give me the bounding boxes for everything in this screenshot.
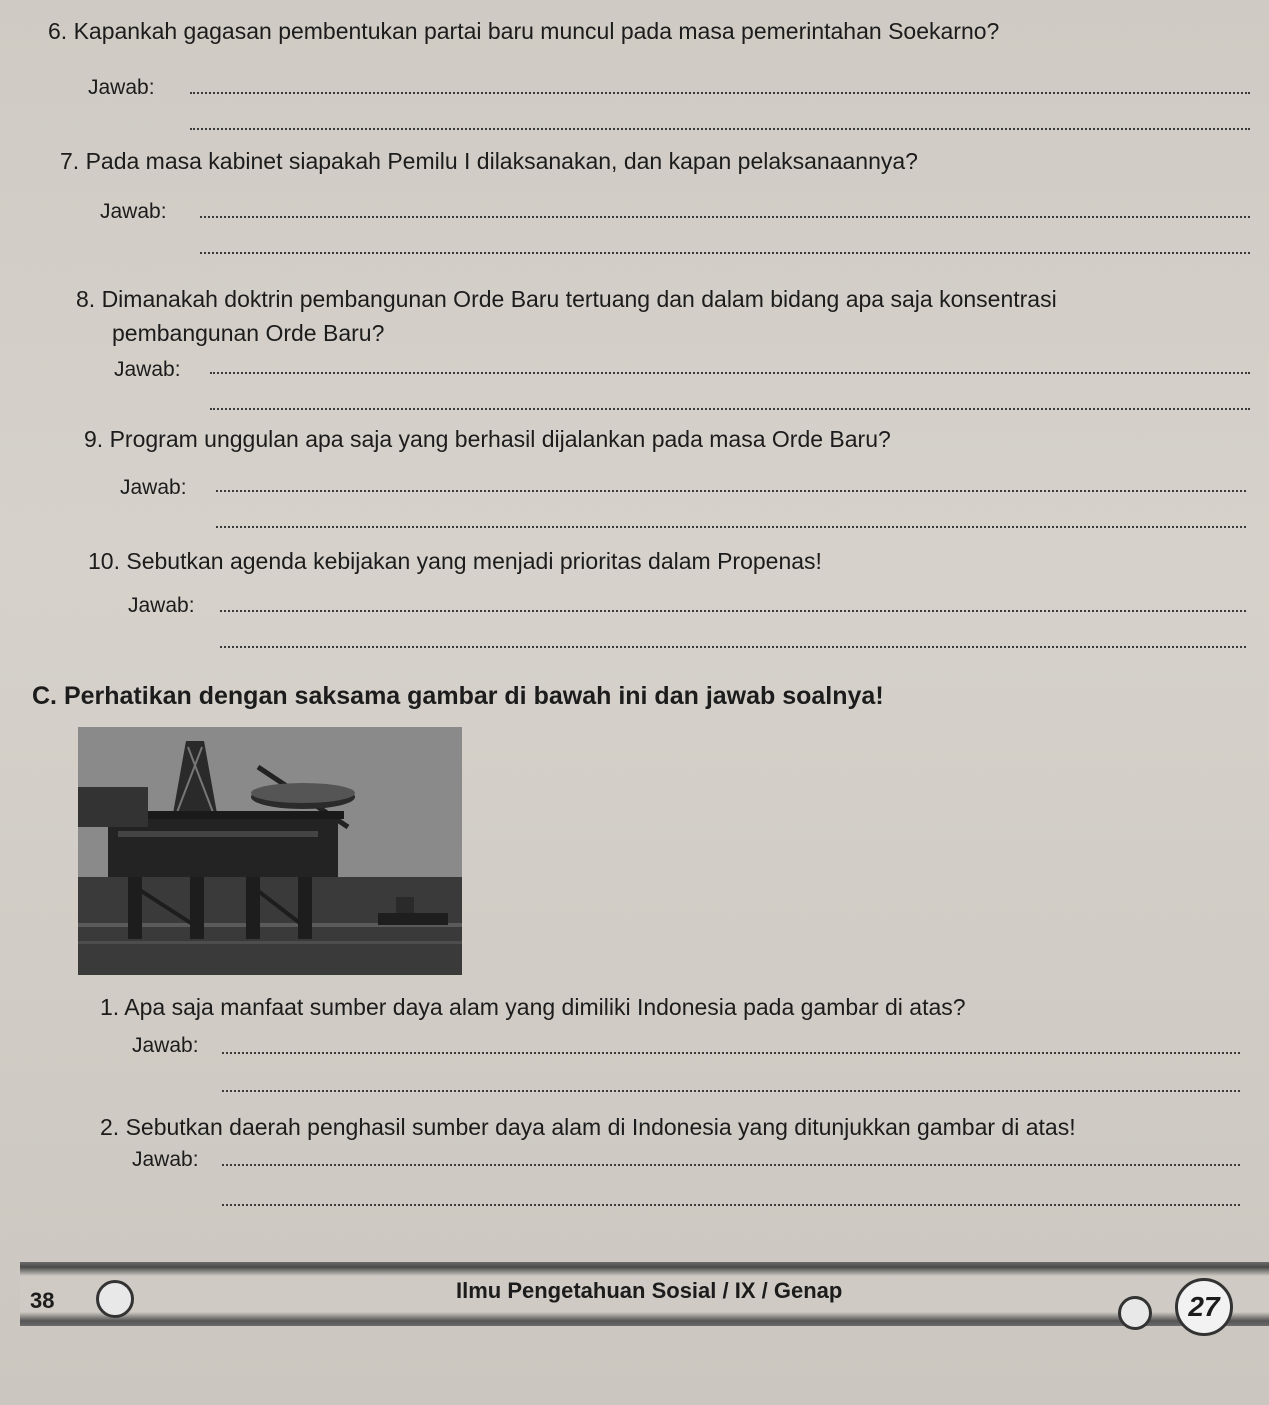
answer-line-c1a[interactable] <box>222 1052 1240 1054</box>
question-c1: 1. Apa saja manfaat sumber daya alam yang dimiliki Indonesia pada gambar di atas? <box>100 994 966 1020</box>
answer-line-c2b[interactable] <box>222 1204 1240 1206</box>
question-9: 9. Program unggulan apa saja yang berhasil dijalankan pada masa Orde Baru? <box>84 426 891 452</box>
footer-title: Ilmu Pengetahuan Sosial / IX / Genap <box>456 1278 843 1303</box>
footer-circle-left-icon <box>96 1280 134 1318</box>
question-10: 10. Sebutkan agenda kebijakan yang menjadi prioritas dalam Propenas! <box>88 548 822 574</box>
answer-line-6a[interactable] <box>190 92 1250 94</box>
page-number: 38 <box>30 1288 55 1313</box>
answer-line-9a[interactable] <box>216 490 1246 492</box>
answer-label-10: Jawab: <box>128 594 195 617</box>
question-c2: 2. Sebutkan daerah penghasil sumber daya alam di Indonesia yang ditunjukkan gambar di atas! <box>100 1114 1076 1140</box>
answer-line-9b[interactable] <box>216 526 1246 528</box>
question-7: 7. Pada masa kabinet siapakah Pemilu I dilaksanakan, dan kapan pelaksanaannya? <box>60 148 918 174</box>
answer-line-c1b[interactable] <box>222 1090 1240 1092</box>
answer-line-c2a[interactable] <box>222 1164 1240 1166</box>
answer-label-9: Jawab: <box>120 476 187 499</box>
footer-circle-right-icon <box>1118 1296 1152 1330</box>
answer-line-7a[interactable] <box>200 216 1250 218</box>
answer-label-8: Jawab: <box>114 358 181 381</box>
answer-line-10a[interactable] <box>220 610 1246 612</box>
section-c-heading: C. Perhatikan dengan saksama gambar di bawah ini dan jawab soalnya! <box>32 682 884 710</box>
answer-label-c1: Jawab: <box>132 1034 199 1057</box>
answer-label-6: Jawab: <box>88 76 155 99</box>
oil-rig-photo <box>78 727 462 975</box>
answer-line-10b[interactable] <box>220 646 1246 648</box>
question-8: 8. Dimanakah doktrin pembangunan Orde Baru tertuang dan dalam bidang apa saja konsentrasi <box>76 286 1057 312</box>
answer-line-8a[interactable] <box>210 372 1250 374</box>
oil-rig-illustration <box>78 727 462 975</box>
question-8-cont: pembangunan Orde Baru? <box>112 320 385 346</box>
answer-line-6b[interactable] <box>190 128 1250 130</box>
answer-line-7b[interactable] <box>200 252 1250 254</box>
answer-line-8b[interactable] <box>210 408 1250 410</box>
answer-label-7: Jawab: <box>100 200 167 223</box>
stamp-number: 27 <box>1175 1278 1233 1336</box>
answer-label-c2: Jawab: <box>132 1148 199 1171</box>
question-6: 6. Kapankah gagasan pembentukan partai baru muncul pada masa pemerintahan Soekarno? <box>48 18 1000 44</box>
